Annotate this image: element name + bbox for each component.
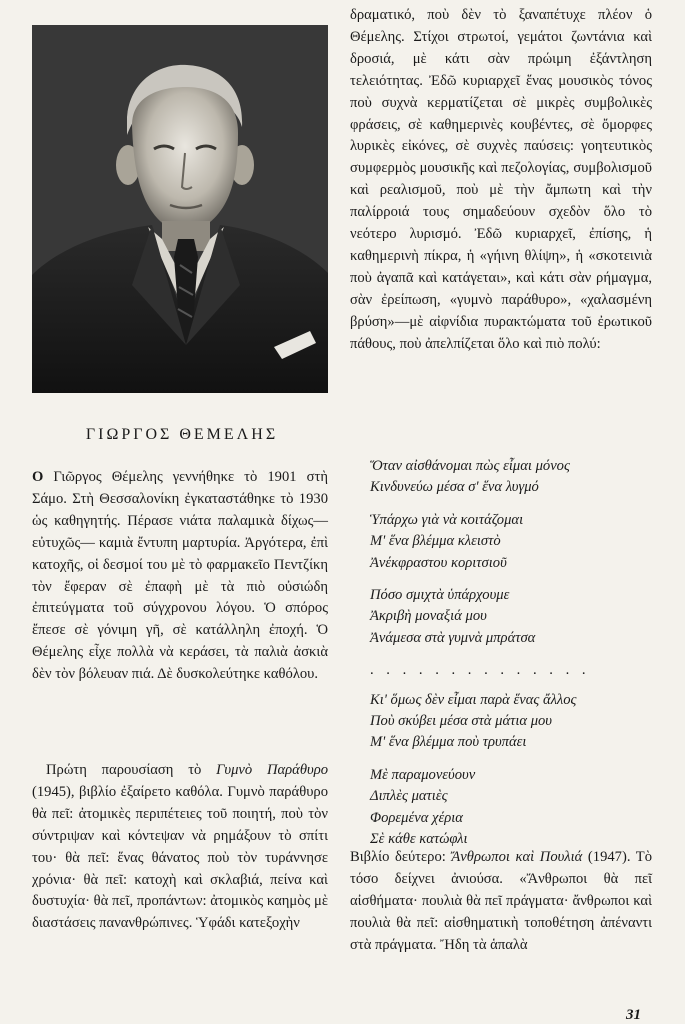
- poem-ellipsis: . . . . . . . . . . . . . .: [370, 662, 591, 679]
- poem-stanza: [370, 585, 660, 649]
- second-book-rest: (1947). Τὸ τόσο δείχνει ἀνιούσα. «Ἄνθρωποι θὰ πεῖ αἰσθήματα· πουλιὰ θὰ πεῖ πράγματα· ἄνθρωποι καὶ πουλιὰ θὰ πεῖ: αἰσθηματικὴ τοποθέτηση ἀπέναντι στὰ πράγματα. Ἤδη τὰ ἁπαλὰ: [350, 849, 652, 953]
- first-book-text: [32, 760, 328, 935]
- first-book-title: Γυμνὸ Παράθυρο: [216, 762, 328, 778]
- first-book-lead: Πρώτη παρουσίαση τὸ: [46, 762, 217, 778]
- poem-line: Πόσο σμιχτὰ ὑπάρχουμε: [370, 587, 510, 604]
- page-number: 31: [626, 1007, 641, 1023]
- second-book-title: Ἄνθρωποι καὶ Πουλιά: [451, 849, 583, 865]
- analysis-paragraph: [350, 5, 652, 356]
- poem-line: Φορεμένα χέρια: [370, 809, 463, 826]
- poem-stanza: [370, 510, 660, 574]
- poem-line: Μ' ἕνα βλέμμα ποὺ τρυπάει: [370, 734, 527, 751]
- poem-line: Ὑπάρχω γιὰ νὰ κοιτάζομαι: [370, 511, 524, 528]
- poem-line: Ὅταν αἰσθάνομαι πὼς εἶμαι μόνος: [370, 458, 570, 474]
- poem-line: Διπλὲς ματιὲς: [370, 788, 448, 805]
- poem-stanza: [370, 765, 660, 851]
- author-portrait: [32, 25, 328, 393]
- poem-stanza: [370, 456, 660, 499]
- second-book-lead: Βιβλίο δεύτερο:: [350, 849, 452, 865]
- poem-line: Ἀκριβὴ μοναξιά μου: [370, 608, 487, 625]
- first-book-paragraph: [32, 760, 328, 935]
- poem-line: Ἀνέκφραστου κοριτσιοῦ: [370, 554, 507, 571]
- portrait-image: [32, 25, 328, 393]
- poem-excerpt: [370, 456, 660, 862]
- first-book-rest: (1945), βιβλίο ἐξαίρετο καθόλα. Γυμνὸ παράθυρο θὰ πεῖ: ἀτομικὲς περιπέτειες τοῦ ποιητή, ποὺ τὸν σύντριψαν καὶ κόντεψαν νὰ ρημάξουν τὸ σπίτι του· θὰ πεῖ: ἕνας θάνατος ποὺ τὸν τυράννησε χρόνια· θὰ πεῖ: κατοχὴ καὶ σκλαβιά, πείνα καὶ δυστυχία· θὰ πεῖ, προπάντων: ἀτομικὸς καημὸς μὲ διαστάσεις πανανθρώπινες. Ὑφάδι κατεξοχὴν: [32, 783, 328, 932]
- second-book-text: [350, 847, 652, 957]
- analysis-text: δραματικό, ποὺ δὲν τὸ ξαναπέτυχε πλέον ὁ Θέμελης. Στίχοι στρωτοί, γεμάτοι ζωντάνια καὶ δροσιά, μὲ κάτι σὰν πρώιμη ἐξάντληση τελειότητας. Ἐδῶ κυριαρχεῖ ἕνας μουσικὸς τόνος ποὺ συχνὰ κερματίζεται σὲ μικρὲς συμβολικὲς φράσεις, σὲ καθημερινὲς κουβέντες, σὲ ὄμορφες λυρικὲς εἰκόνες, σὲ συχνὲς παύσεις: γοητευτικὸς συμφερμὸς μουσικῆς καὶ πεζολογίας, συμβολισμοῦ καὶ ρεαλισμοῦ, ποὺ μὲ τὴν ἄμπωτη καὶ τὴν παλίρροιά τους σημαδεύουν σχεδὸν ὅλο τὸ νεότερο λυρισμό. Ἐδῶ κυριαρχεῖ, ἐπίσης, ἡ καθημερινὴ πίκρα, ἡ «γήινη θλίψη», ἡ «σκοτεινιὰ ποὺ ἀγαπᾶ καὶ κατάγεται», καὶ κάτι σὰν ρήμαγμα, σὰν ἐρείπωση, «γυμνὸ παράθυρο», «χαλασμένη βρύση»—μὲ αἰφνίδια πυρακτώματα τοῦ ἐρωτικοῦ πάθους, ποὺ ἀπελπίζεται ὅλο καὶ πιὸ πολύ:: [350, 7, 652, 352]
- poem-stanza: [370, 690, 660, 754]
- poem-line: Μὲ παραμονεύουν: [370, 766, 476, 783]
- poem-line: Σὲ κάθε κατώφλι: [370, 831, 468, 848]
- poem-line: Ἀνάμεσα στὰ γυμνὰ μπράτσα: [370, 629, 536, 646]
- poem-line: Μ' ἕνα βλέμμα κλειστὸ: [370, 533, 501, 550]
- poem-line: Κινδυνεύω μέσα σ' ἕνα λυγμό: [370, 479, 539, 496]
- biography-paragraph: [32, 467, 328, 686]
- biography-text: Ο Γιῶργος Θέμελης γεννήθηκε τὸ 1901 στὴ Σάμο. Στὴ Θεσσαλονίκη ἐγκαταστάθηκε τὸ 1930 ὡς καθηγητής. Πέρασε νιάτα παλαμικὰ δίχως—εὐτυχῶς— καμιὰ ἔντυπη μαρτυρία. Ἀργότερα, ἐπὶ κατοχῆς, οἱ δεσμοί του μὲ τὸ φαρμακεῖο Πεντζίκη τὸν ἔφεραν σὲ ἐπαφὴ μὲ τὰ πιὸ οὐσιώδη ἐπιτεύγματα τοῦ σύγχρονου λόγου. Ὁ σπόρος ἔπεσε σὲ γόνιμη γῆ, σὲ κατάλληλη ἐποχή. Ὁ Θέμελης εἶχε πολλὰ νὰ κεράσει, τὰ παλιὰ ἀσκιὰ δὲν τὸν βόλευαν πιά. Δὲ δυσκολεύτηκε καθόλου.: [32, 469, 328, 683]
- poem-line: Ποὺ σκύβει μέσα στὰ μάτια μου: [370, 713, 553, 730]
- second-book-paragraph: [350, 847, 652, 957]
- poem-line: Κι' ὅμως δὲν εἶμαι παρὰ ἕνας ἄλλος: [370, 691, 577, 708]
- author-name-caption: ΓΙΩΡΓΟΣ ΘΕΜΕΛΗΣ: [85, 426, 279, 443]
